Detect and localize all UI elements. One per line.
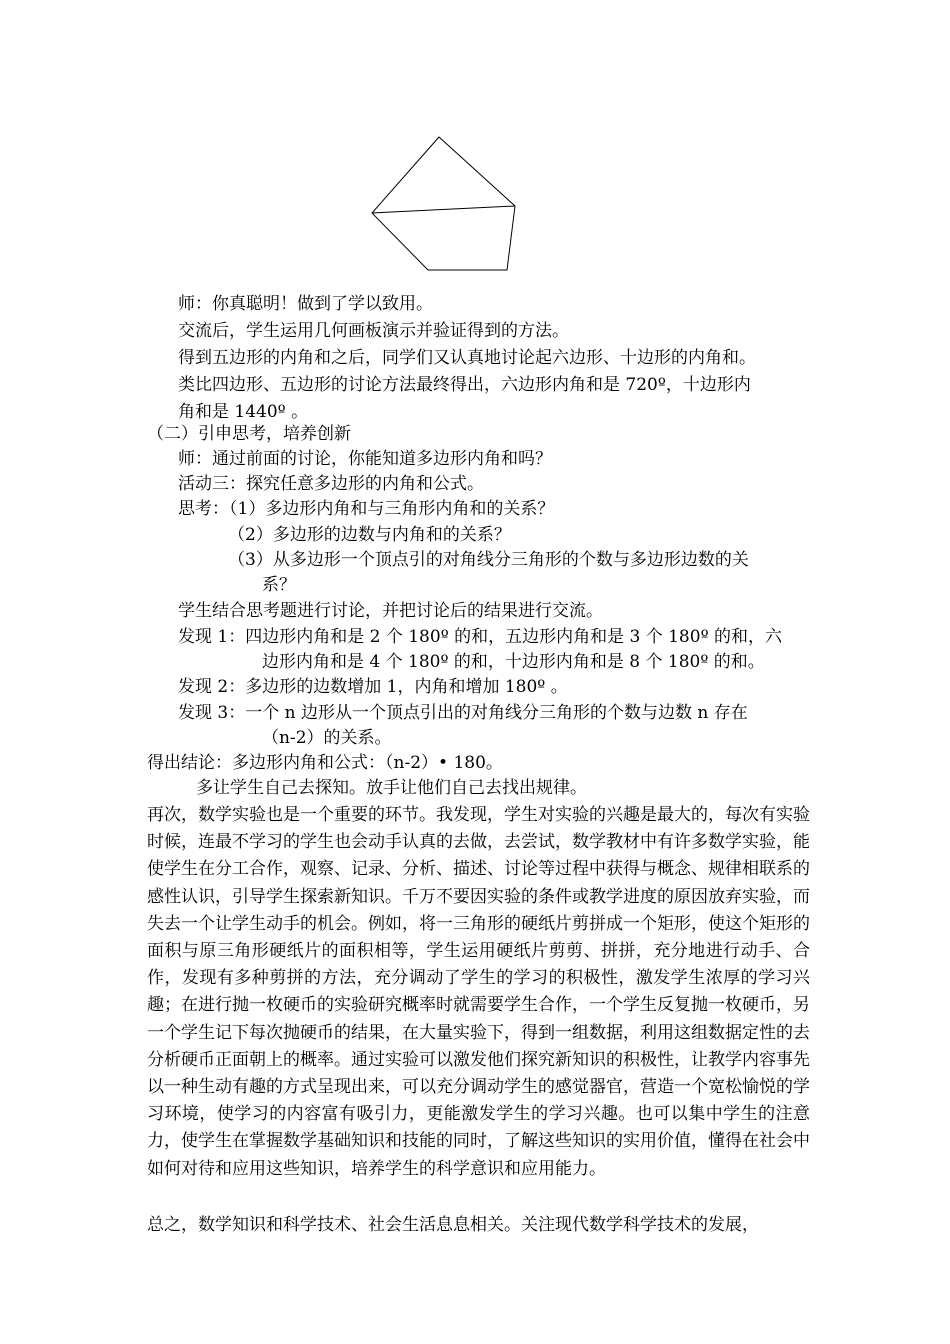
pentagon-diagram: [360, 130, 530, 280]
line-think-3: （3）从多边形一个顶点引的对角线分三角形的个数与多边形边数的关: [228, 550, 749, 570]
line-think-3-cont: 系？: [262, 575, 296, 595]
line-explore: 多让学生自己去探知。放手让他们自己去找出规律。: [196, 778, 587, 798]
line-activity-three: 活动三：探究任意多边形的内角和公式。: [178, 474, 484, 494]
line-think-1: 思考：（1）多边形内角和与三角形内角和的关系？: [178, 499, 555, 519]
line-exchange: 交流后，学生运用几何画板演示并验证得到的方法。: [178, 321, 569, 341]
line-think-2: （2）多边形的边数与内角和的关系？: [228, 525, 511, 545]
line-finding-3-cont: （n-2）的关系。: [262, 728, 392, 748]
line-pentagon-sum: 得到五边形的内角和之后，同学们又认真地讨论起六边形、十边形的内角和。: [178, 348, 756, 368]
line-conclusion: 得出结论：多边形内角和公式：（n-2）• 180。: [147, 753, 503, 773]
pentagon-diagonal: [372, 206, 515, 213]
line-analogy: 类比四边形、五边形的讨论方法最终得出，六边形内角和是 720º，十边形内: [178, 375, 751, 395]
body-paragraph: 再次，数学实验也是一个重要的环节。我发现，学生对实验的兴趣是最大的，每次有实验时候，连最不学习的学生也会动手认真的去做，去尝试，数学教材中有许多数学实验，能使学生在分工合作，观察、记录、分析、描述、讨论等过程中获得与概念、规律相联系的感性认识，引导学生探索新知识。千万不要因实验的条件或教学进度的原因放弃实验，而失去一个让学生动手的机会。例如，将一三角形的硬纸片剪拼成一个矩形，使这个矩形的面积与原三角形硬纸片的面积相等，学生运用硬纸片剪剪、拼拼，充分地进行动手、合作，发现有多种剪拼的方法，充分调动了学生的学习的积极性，激发学生浓厚的学习兴趣；在进行抛一枚硬币的实验研究概率时就需要学生合作，一个学生反复抛一枚硬币，另一个学生记下每次抛硬币的结果，在大量实验下，得到一组数据，利用这组数据定性的去分析硬币正面朝上的概率。通过实验可以激发他们探究新知识的积极性，让教学内容事先以一种生动有趣的方式呈现出来，可以充分调动学生的感觉器官，营造一个宽松愉悦的学习环境，使学习的内容富有吸引力，更能激发学生的学习兴趣。也可以集中学生的注意力，使学生在掌握数学基础知识和技能的同时，了解这些知识的实用价值，懂得在社会中如何对待和应用这些知识，培养学生的科学意识和应用能力。: [147, 805, 810, 1179]
line-finding-1-cont: 边形内角和是 4 个 180º 的和，十边形内角和是 8 个 180º 的和。: [262, 652, 765, 672]
section-heading: （二）引申思考，培养创新: [147, 424, 351, 444]
line-teacher-question: 师：通过前面的讨论，你能知道多边形内角和吗？: [178, 449, 552, 469]
line-finding-3: 发现 3：一个 n 边形从一个顶点引出的对角线分三角形的个数与边数 n 存在: [178, 703, 748, 723]
closing-paragraph: 总之，数学知识和科学技术、社会生活息息相关。关注现代数学科学技术的发展，: [147, 1215, 759, 1235]
line-finding-1: 发现 1：四边形内角和是 2 个 180º 的和，五边形内角和是 3 个 180º 的和，六: [178, 627, 782, 647]
line-analogy-cont: 角和是 1440º 。: [178, 402, 309, 422]
line-discuss: 学生结合思考题进行讨论，并把讨论后的结果进行交流。: [178, 601, 603, 621]
pentagon-outline: [372, 137, 515, 270]
line-finding-2: 发现 2：多边形的边数增加 1，内角和增加 180º 。: [178, 677, 568, 697]
line-teacher-praise: 师：你真聪明！做到了学以致用。: [178, 294, 433, 314]
